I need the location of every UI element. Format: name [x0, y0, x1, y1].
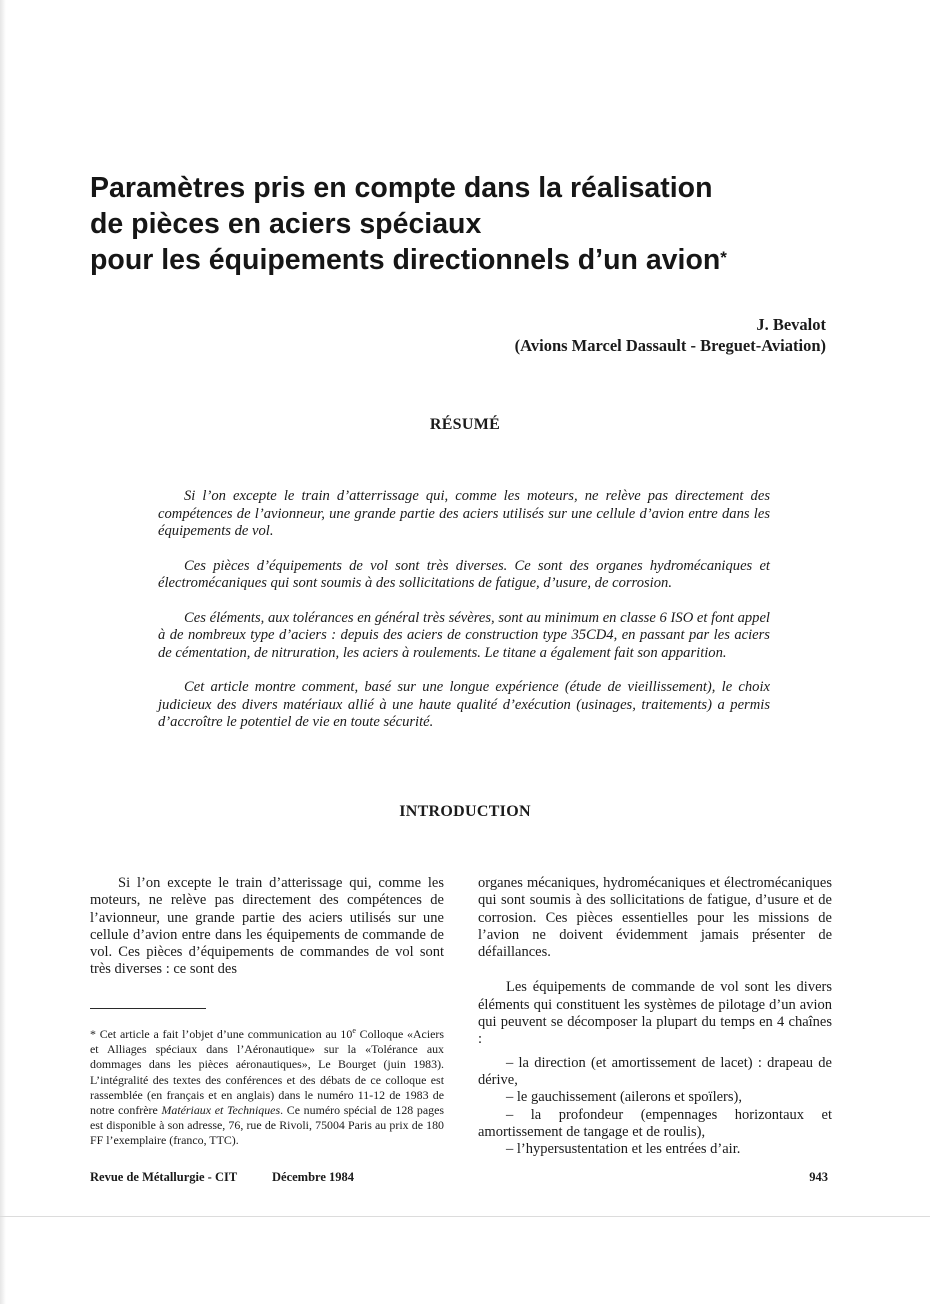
- footnote-text-1: Cet article a fait l’objet d’une communication au 10: [99, 1026, 353, 1041]
- footnote-rule: [90, 1008, 206, 1009]
- footnote-marker: *: [90, 1026, 96, 1041]
- right-column: [478, 875, 832, 1158]
- list-item: – la direction (et amortissement de lacet) : drapeau de dérive,: [478, 1054, 832, 1088]
- title-footnote-marker: *: [720, 248, 727, 267]
- footnote-journal-name: Matériaux et Techniques: [161, 1102, 281, 1117]
- page-scan-bottom-edge: [0, 1216, 930, 1217]
- left-column: [90, 875, 444, 979]
- footnote: [90, 1023, 444, 1149]
- footnote-text-2: Colloque «Aciers et Alliages spéciaux dans l’Aéronautique» sur la «Tolérance aux dommages dans les pièces aéronautiques», Le Bourget (juin 1983). L’intégralité des textes des conférences et des débats de ce colloque est rassemblée (en français et en anglais) dans le numéro 11-12 de 1983 de notre confrère: [90, 1026, 444, 1117]
- intro-right-paragraph-1: organes mécaniques, hydromécaniques et électromécaniques qui sont soumis à des sollicitations de fatigue, d’usure et de corrosion. Ces pièces essentielles pour les missions de l’avion ne doivent évidemment jamais présenter de défaillances.: [478, 875, 832, 961]
- page-number: 943: [809, 1170, 828, 1184]
- title-line-2: de pièces en aciers spéciaux: [90, 208, 482, 240]
- abstract: [158, 488, 770, 749]
- footnote-text-3: . Ce numéro spécial de 128 pages est disponible à son adresse, 76, rue de Rivoli, 75004 Paris au prix de 180 FF l’exemplaire (franco, TTC).: [90, 1102, 445, 1148]
- author-block: [515, 314, 826, 356]
- abstract-paragraph-4: Cet article montre comment, basé sur une longue expérience (étude de vieillissement), le choix judicieux des divers matériaux allié à une haute qualité d’exécution (usinages, traitements) a permis d’accroître le potentiel de vie en toute sécurité.: [158, 679, 770, 730]
- title-line-3: [90, 242, 850, 278]
- intro-right-paragraph-2: Les équipements de commande de vol sont les divers éléments qui constituent les systèmes de pilotage d’un avion qui peuvent se décomposer la plupart du temps en 4 chaînes :: [478, 979, 832, 1048]
- footnote-superscript: e: [352, 1026, 356, 1035]
- abstract-paragraph-3: Ces éléments, aux tolérances en général très sévères, sont au minimum en classe 6 ISO et font appel à de nombreux type d’aciers : depuis des aciers de construction type 35CD4, en passant par les aciers de cémentation, de nitruration, les aciers à roulements. Le titane a également fait son apparition.: [158, 609, 770, 661]
- footer-journal: Revue de Métallurgie - CIT: [90, 1170, 238, 1184]
- author-affiliation: (Avions Marcel Dassault - Breguet-Aviation): [514, 336, 826, 355]
- introduction-heading: INTRODUCTION: [399, 803, 531, 820]
- title-line-1: Paramètres pris en compte dans la réalisation: [90, 172, 713, 204]
- title-line-3-text: pour les équipements directionnels d’un avion: [90, 244, 721, 276]
- author-name: J. Bevalot: [756, 315, 826, 334]
- footer-date: Décembre 1984: [272, 1170, 355, 1184]
- resume-heading: RÉSUMÉ: [429, 416, 501, 433]
- abstract-paragraph-2: Ces pièces d’équipements de vol sont très diverses. Ce sont des organes hydromécaniques et électromécaniques qui sont soumis à des sollicitations de fatigue, d’usure, de corrosion.: [158, 557, 770, 591]
- list-item: – le gauchissement (ailerons et spoïlers),: [506, 1089, 742, 1106]
- intro-left-paragraph: Si l’on excepte le train d’atterissage qui, comme les moteurs, ne relève pas directement des compétences de l’avionneur, une grande partie des aciers utilisés sur une cellule d’avion entre dans les équipements de commande de vol. Ces pièces d’équipements de commandes de vol sont très diverses : ce sont des: [90, 875, 444, 978]
- list-item: – l’hypersustentation et les entrées d’air.: [506, 1141, 741, 1158]
- abstract-paragraph-1: Si l’on excepte le train d’atterrissage qui, comme les moteurs, ne relève pas directement des compétences de l’avionneur, une grande partie des aciers utilisés sur une cellule d’avion entre dans les équipements de vol.: [158, 488, 770, 539]
- article-title: [90, 170, 850, 278]
- list-item: – la profondeur (empennages horizontaux et amortissement de tangage et de roulis),: [478, 1106, 832, 1140]
- page-scan-edge: [0, 0, 6, 1304]
